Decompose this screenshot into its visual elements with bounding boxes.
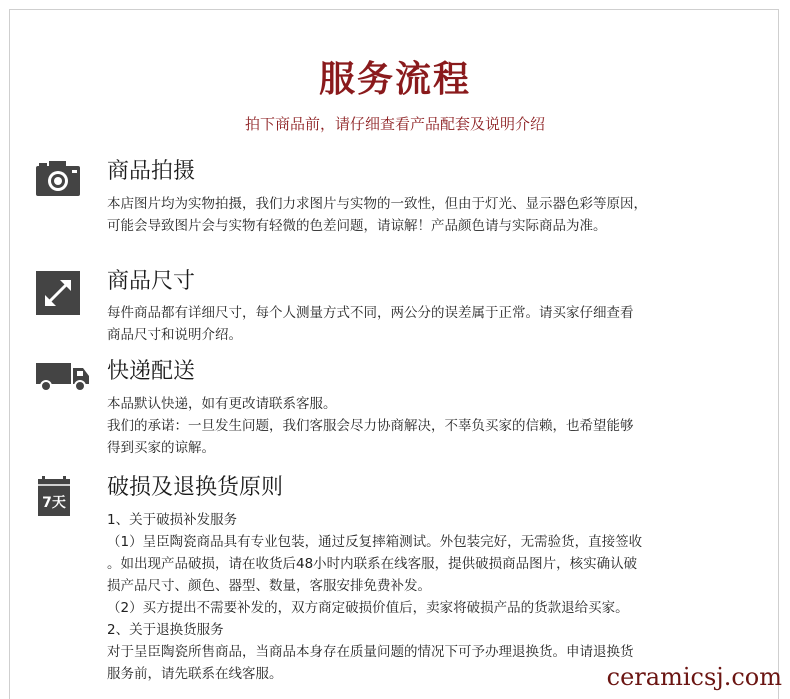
text-line: （1）呈臣陶瓷商品具有专业包装，通过反复摔箱测试。外包装完好，无需验货，直接签收	[107, 534, 643, 550]
section-text-photo	[107, 193, 732, 237]
text-line: 损产品尺寸、颜色、器型、数量，客服安排免费补发。	[107, 578, 431, 594]
resize-arrow-icon	[36, 271, 80, 315]
section-text-returns	[107, 509, 732, 685]
calendar-icon-label: 7天	[42, 495, 66, 511]
text-line: 服务前，请先联系在线客服。	[107, 666, 283, 682]
text-line: （2）买方提出不需要补发的，双方商定破损价值后，卖家将破损产品的货款退给买家。	[107, 600, 629, 616]
text-line: 2、关于退换货服务	[107, 622, 224, 638]
text-line: 可能会导致图片会与实物有轻微的色差问题，请谅解！产品颜色请与实际商品为准。	[107, 218, 607, 234]
section-text-size	[107, 302, 732, 346]
text-line: 本店图片均为实物拍摄，我们力求图片与实物的一致性，但由于灯光、显示器色彩等原因，	[107, 196, 647, 212]
truck-icon	[36, 363, 90, 391]
text-line: 每件商品都有详细尺寸，每个人测量方式不同，两公分的误差属于正常。请买家仔细查看	[107, 305, 634, 321]
text-line: 商品尺寸和说明介绍。	[107, 327, 242, 343]
section-title-delivery: 快递配送	[107, 359, 196, 384]
text-line: 1、关于破损补发服务	[107, 512, 238, 528]
section-text-delivery	[107, 393, 732, 459]
text-line: 对于呈臣陶瓷所售商品，当商品本身存在质量问题的情况下可予办理退换货。申请退换货	[107, 644, 634, 660]
text-line: 得到买家的谅解。	[107, 440, 215, 456]
camera-icon	[36, 160, 80, 196]
text-line: 本品默认快递，如有更改请联系客服。	[107, 396, 337, 412]
page-title: 服务流程	[318, 59, 471, 100]
section-title-returns: 破损及退换货原则	[107, 475, 284, 500]
section-title-size: 商品尺寸	[107, 269, 196, 294]
calendar-7-days-icon	[38, 476, 70, 516]
section-title-photo: 商品拍摄	[107, 159, 196, 184]
text-line: 。如出现产品破损，请在收货后48小时内联系在线客服，提供破损商品图片，核实确认破	[107, 556, 638, 572]
watermark: ceramicsj.com	[606, 663, 782, 691]
text-line: 我们的承诺：一旦发生问题，我们客服会尽力协商解决，不辜负买家的信赖，也希望能够	[107, 418, 634, 434]
page-subtitle: 拍下商品前，请仔细查看产品配套及说明介绍	[244, 115, 545, 133]
